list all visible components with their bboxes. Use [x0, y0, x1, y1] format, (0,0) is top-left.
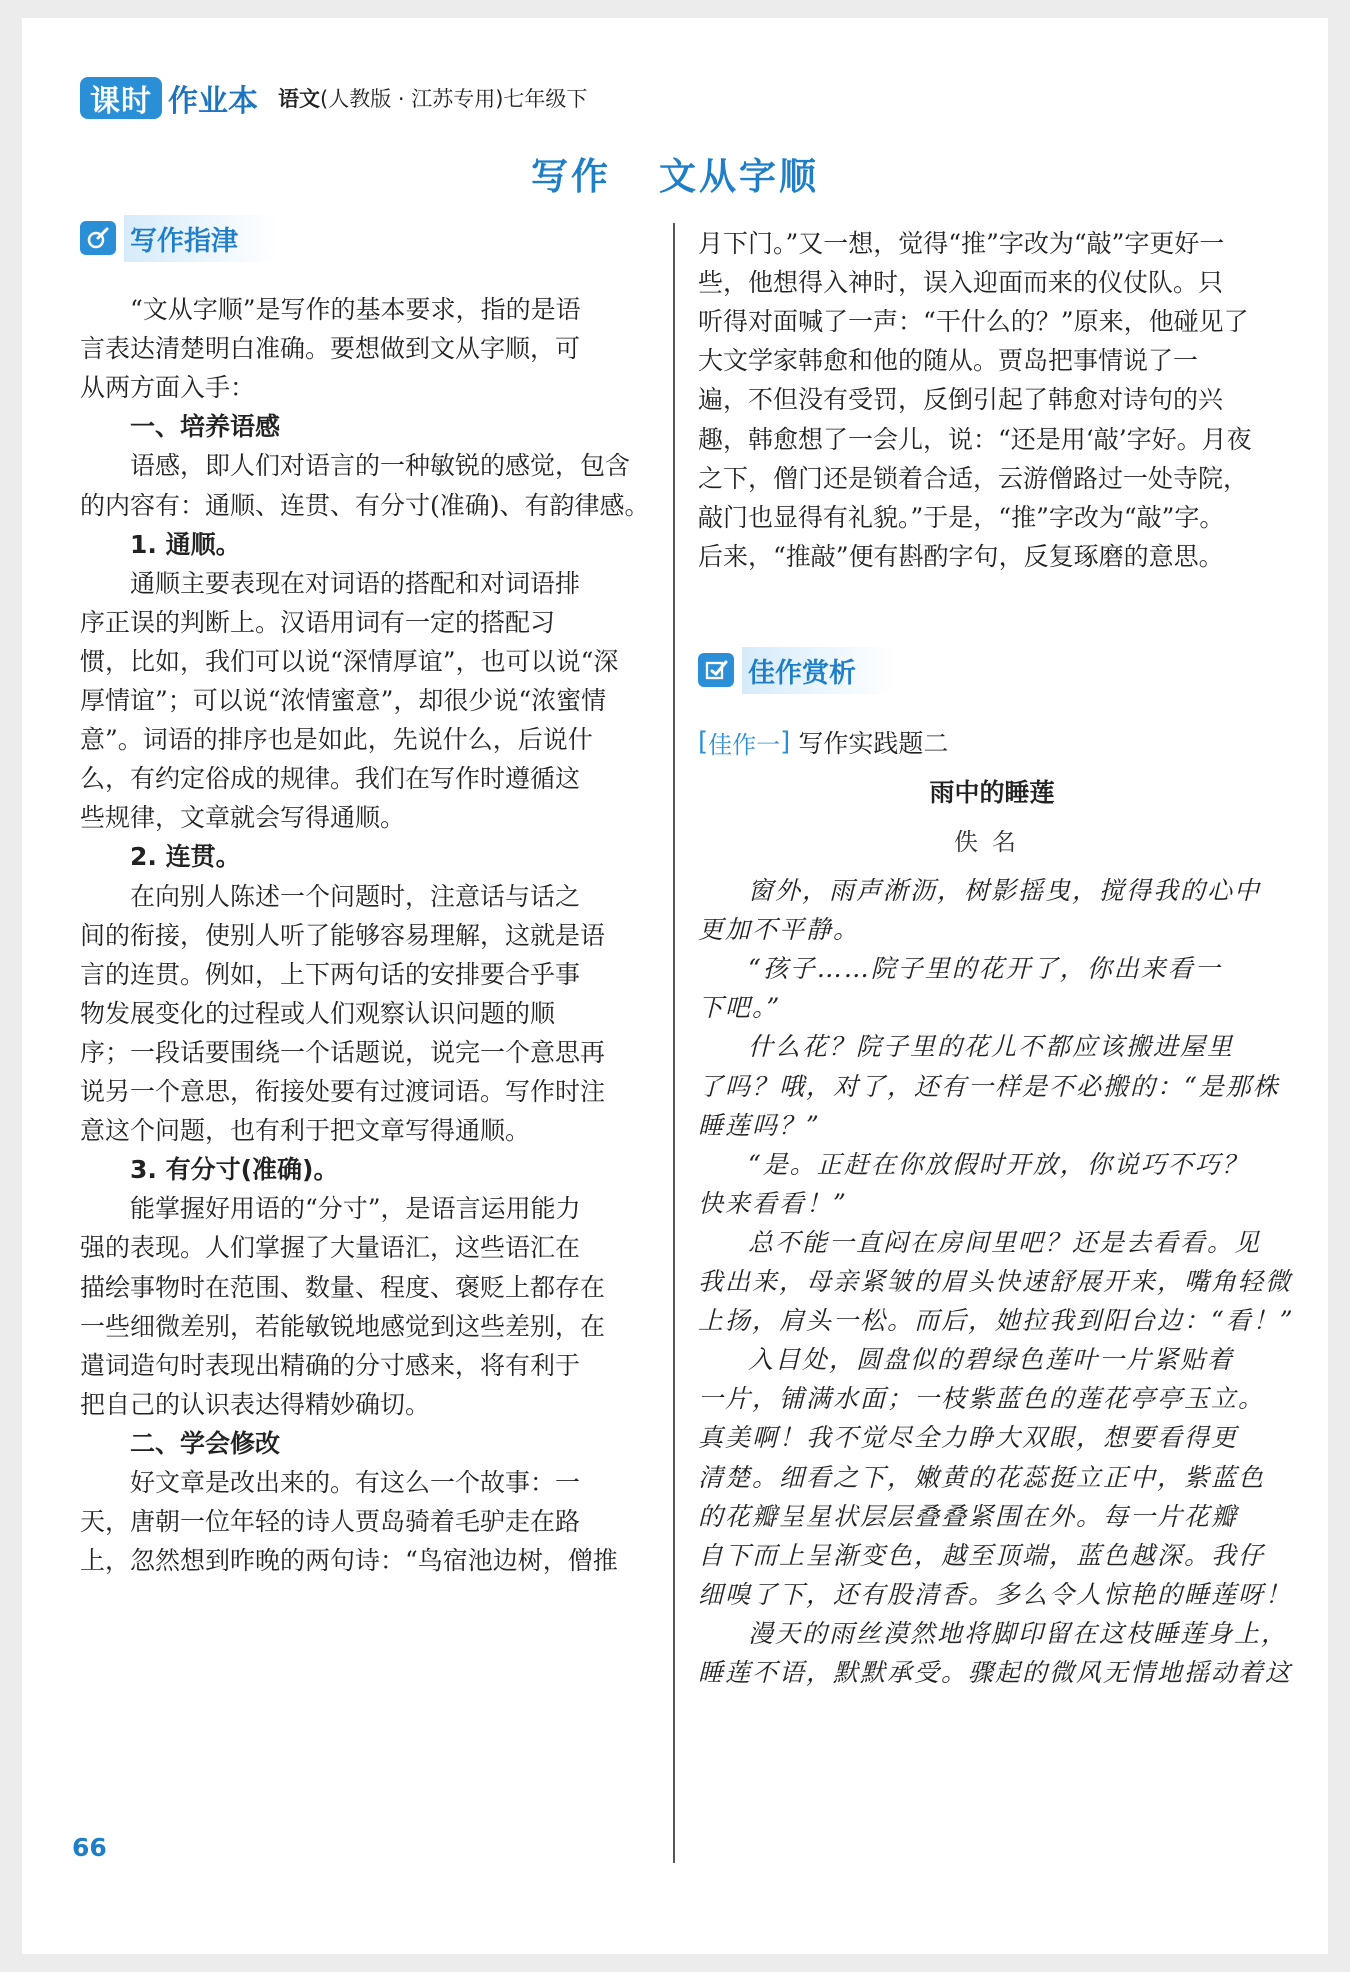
text-line: 我出来，母亲紧皱的眉头快速舒展开来，嘴角轻微 — [698, 1267, 1293, 1296]
text-line: 上，忽然想到昨晚的两句诗：“鸟宿池边树，僧推 — [80, 1546, 618, 1576]
text-line: 强的表现。人们掌握了大量语汇，这些语汇在 — [80, 1233, 581, 1263]
text-line: 天，唐朝一位年轻的诗人贾岛骑着毛驴走在路 — [80, 1507, 581, 1537]
essay-tag: [ 佳作一 ] 写作实践题二 — [698, 724, 948, 760]
text-line: 遍，不但没有受罚，反倒引起了韩愈对诗句的兴 — [698, 385, 1224, 415]
text-line: 总不能一直闷在房间里吧？还是去看看。见 — [748, 1227, 1262, 1257]
text-line: 描绘事物时在范围、数量、程度、褒贬上都存在 — [80, 1272, 606, 1302]
subject-line — [278, 83, 587, 113]
section-subheading: 2. 连贯。 — [130, 842, 241, 872]
essay-task: 写作实践题二 — [798, 729, 949, 758]
section-subheading: 1. 通顺。 — [130, 529, 241, 559]
text-line: 意”。词语的排序也是如此，先说什么，后说什 — [80, 725, 593, 755]
text-line: “是。正赶在你放假时开放，你说巧不巧？ — [748, 1149, 1249, 1179]
page-number: 66 — [72, 1833, 107, 1862]
essay-author: 佚名 — [954, 828, 1030, 856]
guide-heading-text: 写作指津 — [124, 215, 278, 262]
section-subheading: 3. 有分寸(准确)。 — [130, 1155, 339, 1185]
text-line: 说另一个意思，衔接处要有过渡词语。写作时注 — [80, 1077, 606, 1106]
text-line: 听得对面喊了一声：“干什么的？”原来，他碰见了 — [698, 307, 1249, 337]
text-line: 些，他想得入神时，误入迎面而来的仪仗队。只 — [698, 268, 1224, 298]
essay-tag-label: 佳作一 — [708, 730, 781, 759]
title-part1: 写作 — [531, 155, 611, 198]
text-line: 些规律，文章就会写得通顺。 — [80, 803, 406, 833]
text-line: 言的连贯。例如，上下两句话的安排要合乎事 — [80, 959, 581, 989]
guide-heading — [80, 216, 278, 260]
text-line: 更加不平静。 — [698, 915, 861, 945]
text-line: 从两方面入手： — [80, 373, 256, 403]
appreciation-heading-text: 佳作赏析 — [742, 647, 896, 694]
text-line: 漫天的雨丝漠然地将脚印留在这枝睡莲身上， — [748, 1618, 1289, 1648]
text-line: 下吧。” — [698, 993, 782, 1023]
text-line: 一些细微差别，若能敏锐地感觉到这些差别，在 — [80, 1311, 606, 1341]
text-line: 序正误的判断上。汉语用词有一定的搭配习 — [80, 607, 556, 637]
page — [22, 18, 1328, 1954]
text-line: 物发展变化的过程或人们观察认识问题的顺 — [80, 998, 556, 1028]
text-line: 厚情谊”；可以说“浓情蜜意”，却很少说“浓蜜情 — [80, 686, 607, 715]
text-line: 入目处，圆盘似的碧绿色莲叶一片紧贴着 — [748, 1345, 1235, 1375]
text-line: 敲门也显得有礼貌。”于是，“推”字改为“敲”字。 — [698, 502, 1225, 532]
text-line: 真美啊！我不觉尽全力睁大双眼，想要看得更 — [698, 1423, 1239, 1453]
text-line: 细嗅了下，还有股清香。多么令人惊艳的睡莲呀！ — [698, 1579, 1293, 1609]
text-line: 序；一段话要围绕一个话题说，说完一个意思再 — [80, 1037, 606, 1067]
text-line: 月下门。”又一想，觉得“推”字改为“敲”字更好一 — [698, 229, 1225, 258]
text-line: 意这个问题，也有利于把文章写得通顺。 — [80, 1116, 531, 1146]
text-line: 把自己的认识表达得精妙确切。 — [80, 1389, 431, 1419]
text-line: “文从字顺”是写作的基本要求，指的是语 — [130, 295, 581, 324]
text-line: 通顺主要表现在对词语的搭配和对词语排 — [130, 568, 581, 598]
edition: (人教版 · 江苏专用)七年级下 — [320, 87, 588, 111]
text-line: 好文章是改出来的。有这么一个故事：一 — [130, 1468, 581, 1497]
text-line: 惯，比如，我们可以说“深情厚谊”，也可以说“深 — [80, 646, 619, 676]
text-line: 一片，铺满水面；一枝紫蓝色的莲花亭亭玉立。 — [698, 1384, 1266, 1414]
text-line: 间的衔接，使别人听了能够容易理解，这就是语 — [80, 920, 606, 950]
text-line: 睡莲吗？” — [698, 1110, 821, 1140]
page-title — [22, 146, 1328, 200]
text-line: 清楚。细看之下，嫩黄的花蕊挺立正中，紫蓝色 — [698, 1462, 1266, 1492]
text-line: 睡莲不语，默默承受。骤起的微风无情地摇动着这 — [698, 1658, 1293, 1687]
text-line: 什么花？院子里的花儿不都应该搬进屋里 — [748, 1032, 1235, 1062]
pen-icon — [80, 221, 116, 255]
text-line: 遣词造句时表现出精确的分寸感来，将有利于 — [80, 1350, 581, 1380]
text-line: 趣，韩愈想了一会儿，说：“还是用‘敲’字好。月夜 — [698, 424, 1252, 454]
title-part2: 文从字顺 — [659, 155, 819, 198]
text-line: “孩子……院子里的花开了，你出来看一 — [748, 954, 1222, 984]
text-line: 之下，僧门还是锁着合适，云游僧路过一处寺院， — [698, 463, 1249, 493]
column-divider — [673, 223, 675, 1863]
text-line: 语感，即人们对语言的一种敏锐的感觉，包含 — [130, 451, 631, 481]
essay-title: 雨中的睡莲 — [929, 778, 1055, 807]
text-line: 言表达清楚明白准确。要想做到文从字顺，可 — [80, 334, 581, 364]
text-line: 在向别人陈述一个问题时，注意话与话之 — [130, 881, 581, 911]
appreciation-heading — [698, 648, 896, 692]
logo-badge: 课时 — [80, 77, 162, 119]
book-header — [80, 73, 587, 123]
section-subheading: 二、学会修改 — [130, 1428, 281, 1458]
text-line: 快来看看！” — [698, 1188, 848, 1218]
text-line: 窗外，雨声淅沥，树影摇曳，搅得我的心中 — [748, 876, 1262, 905]
text-line: 大文学家韩愈和他的随从。贾岛把事情说了一 — [698, 346, 1199, 376]
text-line: 了吗？哦，对了，还有一样是不必搬的：“是那株 — [698, 1071, 1280, 1101]
text-line: 后来，“推敲”便有斟酌字句，反复琢磨的意思。 — [698, 541, 1224, 571]
check-edit-icon — [698, 653, 734, 687]
text-line: 上扬，肩头一松。而后，她拉我到阳台边：“看！” — [698, 1306, 1295, 1336]
logo-text: 作业本 — [168, 84, 258, 119]
text-line: 能掌握好用语的“分寸”，是语言运用能力 — [130, 1194, 581, 1224]
text-line: 的内容有：通顺、连贯、有分寸(准确)、有韵律感。 — [80, 490, 650, 520]
text-line: 自下而上呈渐变色，越至顶端，蓝色越深。我仔 — [698, 1540, 1266, 1570]
subject: 语文 — [278, 87, 320, 111]
text-line: 的花瓣呈星状层层叠叠紧围在外。每一片花瓣 — [698, 1501, 1239, 1531]
text-line: 么，有约定俗成的规律。我们在写作时遵循这 — [80, 764, 581, 794]
section-subheading: 一、培养语感 — [130, 412, 281, 442]
